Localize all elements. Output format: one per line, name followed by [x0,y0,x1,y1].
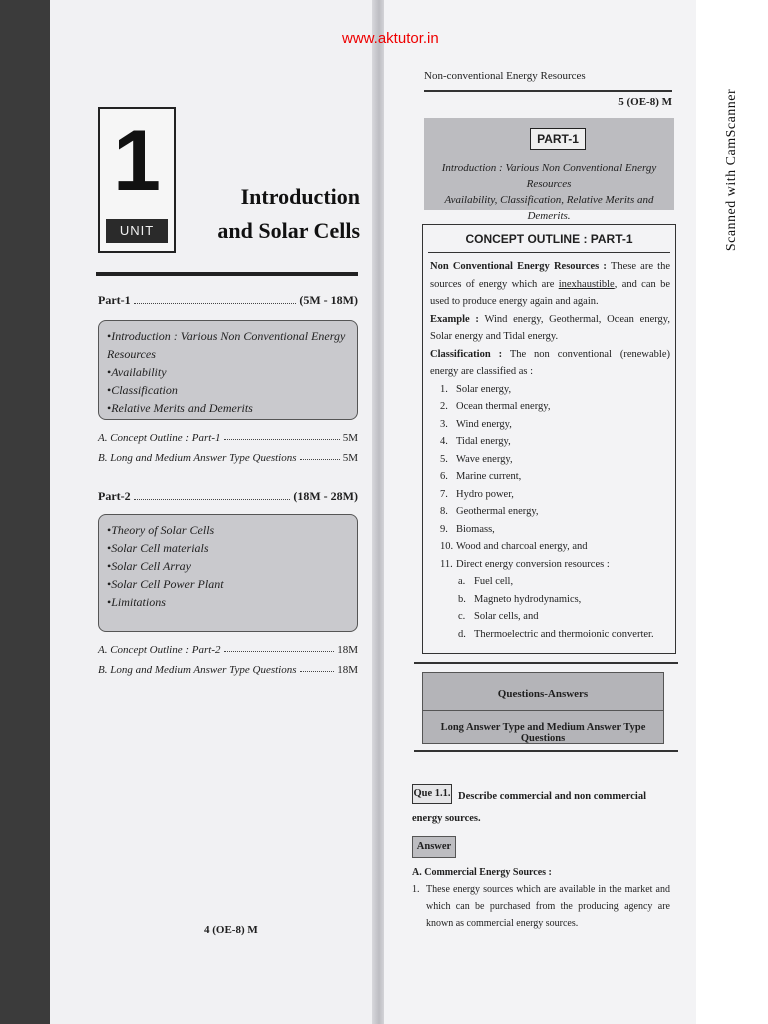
example-heading: Example : [430,313,479,325]
toc-entry[interactable] [98,426,358,444]
toc-part-2-marks: (18M - 28M) [293,489,358,503]
sublist-text: Fuel cell, [474,576,514,587]
answer-item [412,881,670,932]
toc-part-1-name: Part-1 [98,293,131,307]
list-number: 1. [440,383,448,395]
header-rule [424,90,672,92]
topic-item: • Relative Merits and Demerits [107,399,349,417]
list-text: Solar energy, [456,383,512,395]
leader-dots [300,459,340,460]
list-item [430,433,670,451]
list-text: Wave energy, [456,453,513,465]
part-subtitle-line1: Introduction : Various Non Conventional Energy Resources [441,162,657,190]
sublist-text: Thermoelectric and thermoionic converter. [474,628,654,640]
topic-item: • Theory of Solar Cells [107,521,349,539]
answer-item-number: 1. [412,884,420,895]
answer-tag: Answer [412,836,456,858]
right-page-number: 5 (OE-8) M [618,96,672,108]
list-item [430,486,670,504]
running-head: Non-conventional Energy Resources [424,70,586,82]
toc-entry-label: A. Concept Outline : Part-1 [98,432,221,444]
qa-bottom-rule [414,750,678,752]
list-text: Tidal energy, [456,436,511,447]
list-number: 7. [440,488,448,500]
part-label: PART-1 [530,128,586,150]
sublist-letter: d. [458,628,466,640]
toc-entry-label: B. Long and Medium Answer Type Questions [98,452,297,464]
list-item [430,556,670,574]
topic-item: • Solar Cell materials [107,539,349,557]
toc-entry-marks: 5M [342,432,358,444]
sublist-letter: b. [458,593,466,605]
list-item [430,468,670,486]
definition-paragraph [430,258,670,311]
leader-dots [134,303,297,304]
sublist-text: Solar cells, and [474,611,539,622]
leader-dots [224,439,340,440]
list-number: 3. [440,418,448,430]
chapter-title [200,180,360,248]
question-tag: Que 1.1. [412,784,452,804]
chapter-title-line1: Introduction [240,184,360,209]
example-text: Wind energy, Geothermal, Ocean energy, Solar energy and Tidal energy. [430,313,670,342]
definition-text-b: , and can be used to produce energy again and again. [430,278,670,307]
sublist-item [430,573,670,591]
answer-heading: A. Commercial Energy Sources : [412,867,552,878]
topic-item: • Availability [107,363,349,381]
toc-part-1-topics [98,320,358,420]
unit-label: UNIT [106,219,168,243]
part-subtitle-line2: Availability, Classification, Relative Merits and Demerits. [444,194,654,222]
list-number: 2. [440,401,448,412]
list-number: 4. [440,436,448,447]
answer-item-text: These energy sources which are available in the market and which can be purchased from the producing agency are known as commercial energy sources. [426,884,670,929]
leader-dots [300,671,335,672]
section-divider [414,662,678,664]
list-number: 8. [440,506,448,517]
qa-subtitle: Long Answer Type and Medium Answer Type Questions [440,722,646,744]
leader-dots [134,499,291,500]
list-item [430,416,670,434]
classification-list [430,381,670,574]
list-item [430,381,670,399]
list-text: Hydro power, [456,488,514,500]
sublist-item [430,626,670,644]
list-number: 10. [440,541,454,552]
definition-text-a: These are the sources of energy which are [430,261,671,290]
qa-title: Questions-Answers [497,688,589,700]
leader-dots [224,651,335,652]
toc-part-2-name: Part-2 [98,489,131,503]
toc-part-2-heading[interactable] [98,486,358,504]
sublist-letter: c. [458,611,466,622]
toc-entry-label: A. Concept Outline : Part-2 [98,644,221,656]
list-number: 11. [440,558,453,570]
sublist-text: Magneto hydrodynamics, [474,593,582,605]
list-text: Wind energy, [456,418,512,430]
list-text: Ocean thermal energy, [456,401,551,412]
list-number: 5. [440,453,448,465]
part-subtitle [428,160,670,224]
classification-paragraph [430,346,670,381]
list-item [430,538,670,556]
list-text: Biomass, [456,523,495,535]
list-text: Wood and charcoal energy, and [456,541,588,552]
qa-divider [422,710,664,711]
toc-entry[interactable] [98,638,358,656]
classification-text: The non conventional (renewable) energy are classified as : [430,348,670,377]
topic-item: • Solar Cell Array [107,557,349,575]
list-number: 9. [440,523,448,535]
topic-item: • Limitations [107,593,349,611]
watermark-link[interactable]: www.aktutor.in [342,30,439,47]
concept-outline-body [430,258,670,643]
toc-entry-marks: 18M [337,664,358,676]
toc-entry-marks: 5M [342,452,358,464]
definition-underlined: inexhaustible [558,278,615,290]
answer-body [412,864,670,932]
unit-number: 1 [113,113,161,209]
toc-entry-marks: 18M [337,644,358,656]
list-item [430,503,670,521]
list-text: Direct energy conversion resources : [456,558,610,570]
sublist-letter: a. [458,576,466,587]
question-text: Describe commercial and non commercial energy sources. [412,791,646,824]
unit-badge [98,107,176,253]
list-item [430,521,670,539]
list-item [430,451,670,469]
title-divider [96,272,358,276]
list-text: Marine current, [456,471,522,482]
toc-entry[interactable] [98,658,358,676]
topic-item: • Introduction : Various Non Conventional Energy Resources [107,327,349,363]
toc-part-2-topics [98,514,358,632]
toc-entry[interactable] [98,446,358,464]
concept-outline-title: CONCEPT OUTLINE : PART-1 [465,232,633,246]
left-page-number: 4 (OE-8) M [204,924,258,936]
scanner-label: Scanned with CamScanner [724,88,739,252]
example-paragraph [430,311,670,346]
chapter-title-line2: and Solar Cells [217,218,360,243]
topic-item: • Solar Cell Power Plant [107,575,349,593]
list-number: 6. [440,471,448,482]
list-item [430,398,670,416]
concept-title-rule [428,252,670,253]
list-text: Geothermal energy, [456,506,539,517]
classification-sublist [430,573,670,643]
definition-heading: Non Conventional Energy Resources : [430,261,607,272]
topic-item: • Classification [107,381,349,399]
classification-heading: Classification : [430,348,503,360]
toc-part-1-heading[interactable] [98,290,358,308]
toc-entry-label: B. Long and Medium Answer Type Questions [98,664,297,676]
toc-part-1-marks: (5M - 18M) [299,293,358,307]
sublist-item [430,608,670,626]
sublist-item [430,591,670,609]
